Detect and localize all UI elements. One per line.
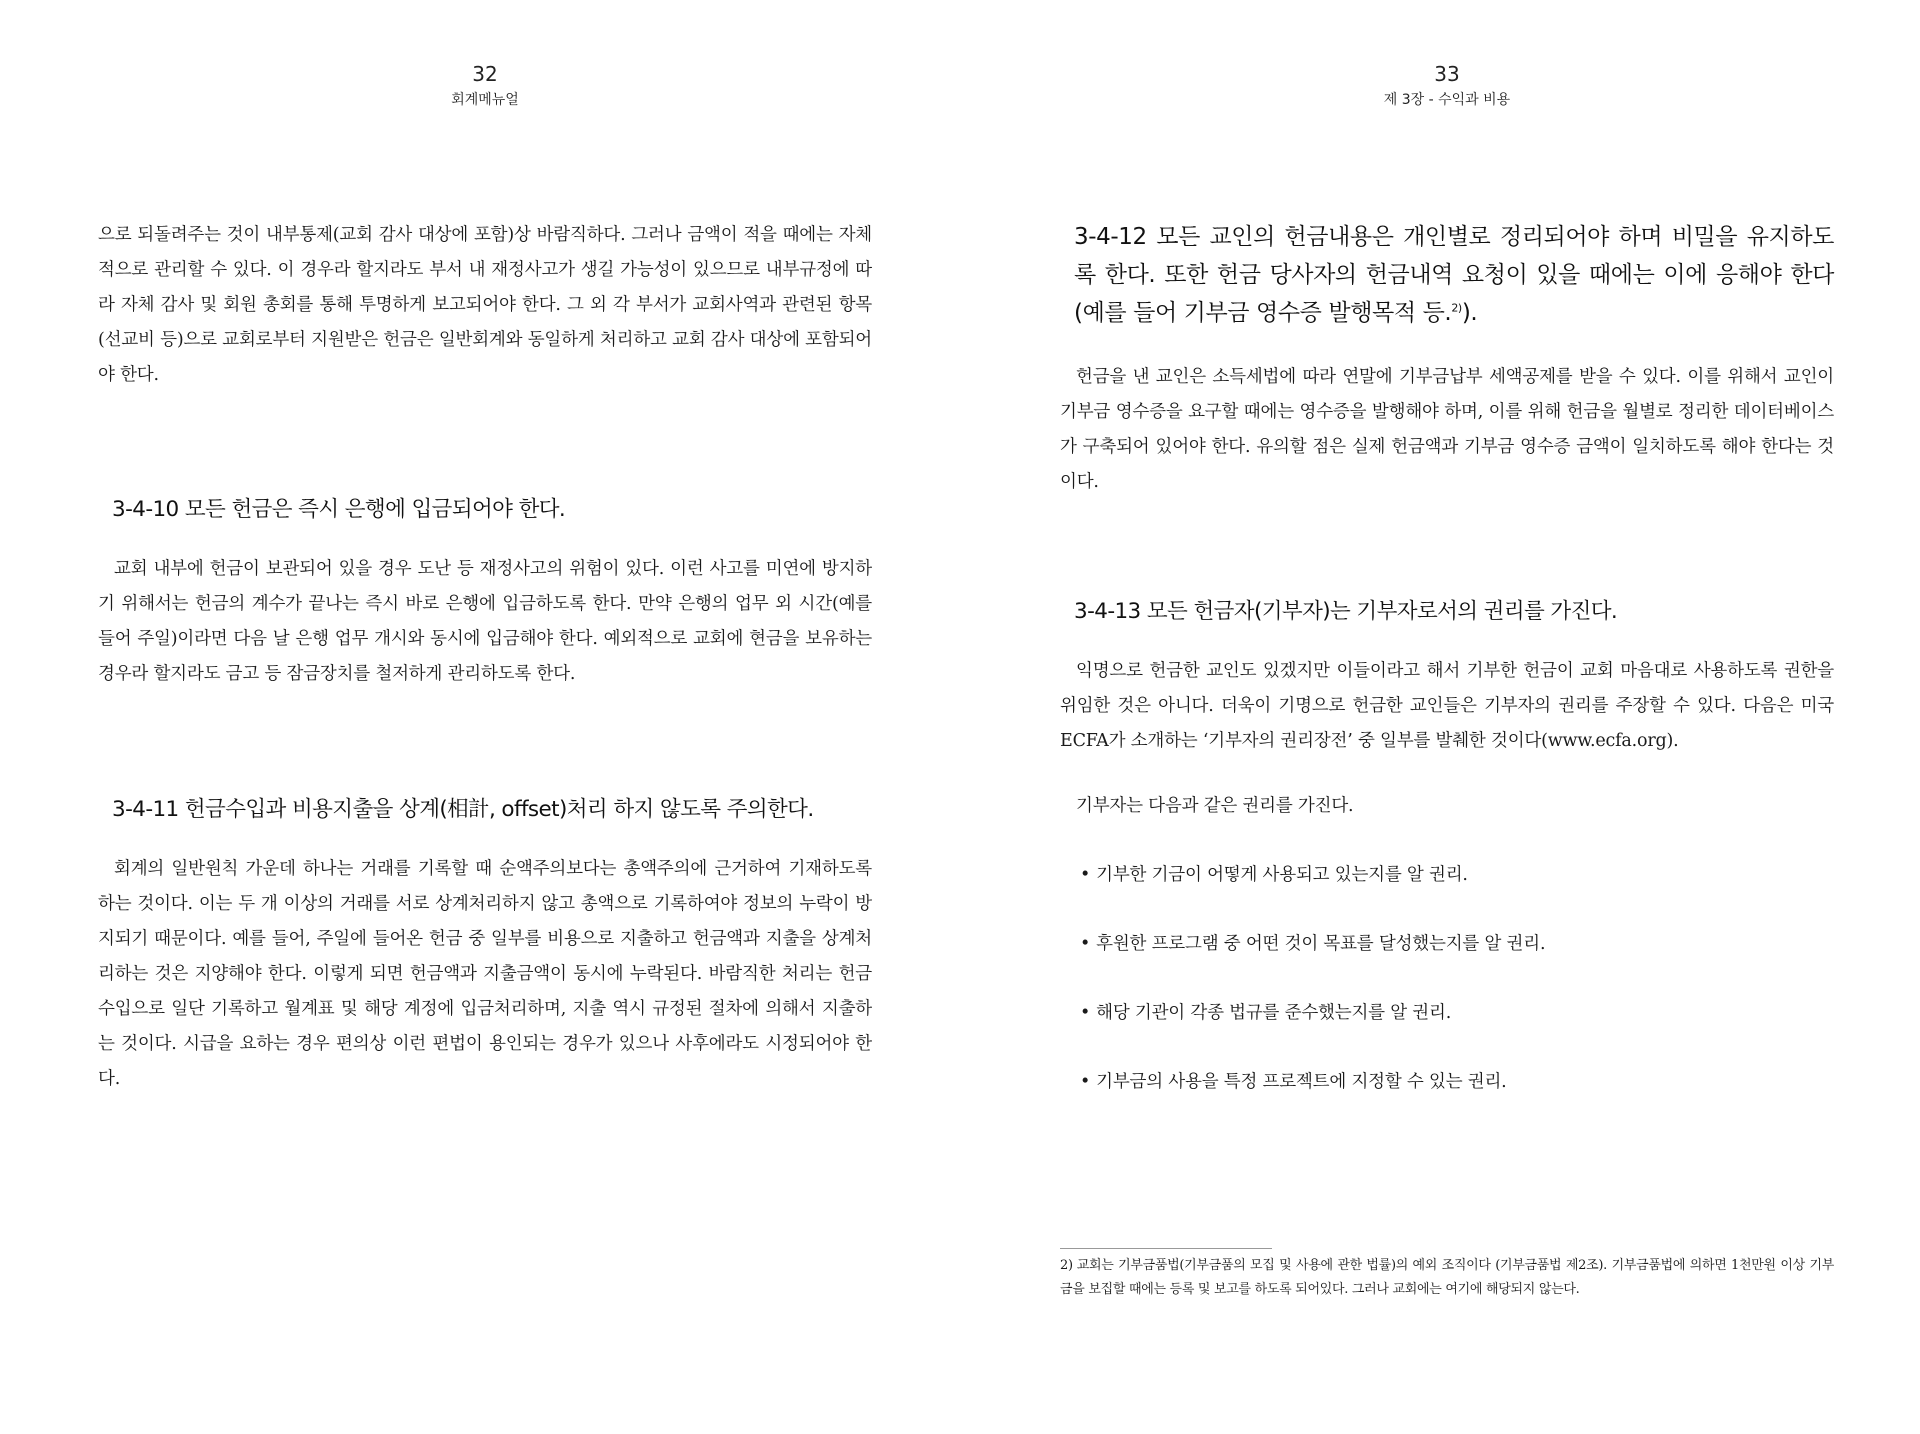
footnote-label: 2) (1060, 1258, 1073, 1273)
right-page (1060, 0, 1834, 1434)
footnote-divider (1060, 1248, 1272, 1249)
bullet: • (1080, 865, 1091, 885)
footnote (1060, 1254, 1834, 1302)
left-page-header (98, 60, 872, 110)
list-item (1060, 927, 1834, 962)
footnote-ref: 2) (1451, 301, 1462, 315)
rights-list (1060, 858, 1834, 1100)
section-heading-end: ). (1461, 300, 1478, 326)
list-item-text: 기부금의 사용을 특정 프로젝트에 지정할 수 있는 권리. (1096, 1072, 1507, 1092)
page-number: 33 (1434, 62, 1460, 86)
left-page (98, 0, 872, 1434)
intro-paragraph: 으로 되돌려주는 것이 내부통제(교회 감사 대상에 포함)상 바람직하다. 그러나 금액이 적을 때에는 자체적으로 관리할 수 있다. 이 경우라 할지라도 부서 내 재정사고가 생길 가능성이 있으므로 내부규정에 따라 자체 감사 및 회원 총회를 통해 투명하게 보고되어야 한다. 그 외 각 부서가 교회사역과 관련된 항목(선교비 등)으로 교회로부터 지원받은 헌금은 일반회계와 동일하게 처리하고 교회 감사 대상에 포함되어야 한다. (98, 225, 872, 385)
list-item (1060, 996, 1834, 1031)
footnote-text: 교회는 기부금품법(기부금품의 모집 및 사용에 관한 법률)의 예외 조직이다 (기부금품법 제2조). 기부금품법에 의하면 1천만원 이상 기부금을 보집할 때에는 등록 및 보고를 하도록 되어있다. 그러나 교회에는 여기에 해당되지 않는다. (1060, 1258, 1834, 1297)
section-body-3-4-13: 익명으로 헌금한 교인도 있겠지만 이들이라고 해서 기부한 헌금이 교회 마음대로 사용하도록 권한을 위임한 것은 아니다. 더욱이 기명으로 헌금한 교인들은 기부자의 권리를 주장할 수 있다. 다음은 미국 ECFA가 소개하는 ‘기부자의 권리장전’ 중 일부를 발췌한 것이다(www.ecfa.org). (1060, 661, 1834, 751)
section-heading-3-4-13: 3-4-13 모든 헌금자(기부자)는 기부자로서의 권리를 가진다. (1074, 599, 1618, 624)
list-item-text: 해당 기관이 각종 법규를 준수했는지를 알 권리. (1096, 1003, 1452, 1023)
right-page-header (1060, 60, 1834, 110)
section-heading-text: 3-4-12 모든 교인의 헌금내용은 개인별로 정리되어야 하며 비밀을 유지하도록 한다. 또한 헌금 당사자의 헌금내역 요청이 있을 때에는 이에 응해야 한다(예를 들어 기부금 영수증 발행목적 등. (1074, 224, 1834, 326)
list-item (1060, 858, 1834, 893)
list-item-text: 기부한 기금이 어떻게 사용되고 있는지를 알 권리. (1096, 865, 1468, 885)
section-body-3-4-11: 회계의 일반원칙 가운데 하나는 거래를 기록할 때 순액주의보다는 총액주의에 근거하여 기재하도록 하는 것이다. 이는 두 개 이상의 거래를 서로 상계처리하지 않고 총액으로 기록하여야 정보의 누락이 방지되기 때문이다. 예를 들어, 주일에 들어온 헌금 중 일부를 비용으로 지출하고 헌금액과 지출을 상계처리하는 것은 지양해야 한다. 이렇게 되면 헌금액과 지출금액이 동시에 누락된다. 바람직한 처리는 헌금수입으로 일단 기록하고 월계표 및 해당 계정에 입금처리하며, 지출 역시 규정된 절차에 의해서 지출하는 것이다. 시급을 요하는 경우 편의상 이런 편법이 용인되는 경우가 있으나 사후에라도 시정되어야 한다. (98, 859, 872, 1089)
bullet: • (1080, 934, 1091, 954)
section-heading-3-4-11: 3-4-11 헌금수입과 비용지출을 상계(相計, offset)처리 하지 않도록 주의한다. (112, 797, 814, 822)
left-page-content (98, 218, 872, 1097)
bullet: • (1080, 1003, 1091, 1023)
bullet: • (1080, 1072, 1091, 1092)
section-body-3-4-12: 헌금을 낸 교인은 소득세법에 따라 연말에 기부금납부 세액공제를 받을 수 있다. 이를 위해서 교인이 기부금 영수증을 요구할 때에는 영수증을 발행해야 하며, 이를 위해 헌금을 월별로 정리한 데이터베이스가 구축되어 있어야 한다. 유의할 점은 실제 헌금액과 기부금 영수증 금액이 일치하도록 해야 한다는 것이다. (1060, 367, 1834, 492)
rights-intro: 기부자는 다음과 같은 권리를 가진다. (1076, 796, 1354, 816)
section-heading-3-4-12 (1060, 218, 1834, 332)
list-item (1060, 1065, 1834, 1100)
page-number: 32 (472, 62, 498, 86)
list-item-text: 후원한 프로그램 중 어떤 것이 목표를 달성했는지를 알 권리. (1096, 934, 1546, 954)
running-head: 회계메뉴얼 (451, 92, 519, 108)
section-body-3-4-10: 교회 내부에 헌금이 보관되어 있을 경우 도난 등 재정사고의 위험이 있다. 이런 사고를 미연에 방지하기 위해서는 헌금의 계수가 끝나는 즉시 바로 은행에 입금하도록 한다. 만약 은행의 업무 외 시간(예를 들어 주일)이라면 다음 날 은행 업무 개시와 동시에 입금해야 한다. 예외적으로 교회에 현금을 보유하는 경우라 할지라도 금고 등 잠금장치를 철저하게 관리하도록 한다. (98, 559, 872, 684)
right-page-content (1060, 218, 1834, 1100)
section-heading-3-4-10: 3-4-10 모든 헌금은 즉시 은행에 입금되어야 한다. (112, 497, 566, 522)
running-head: 제 3장 - 수익과 비용 (1383, 92, 1511, 108)
